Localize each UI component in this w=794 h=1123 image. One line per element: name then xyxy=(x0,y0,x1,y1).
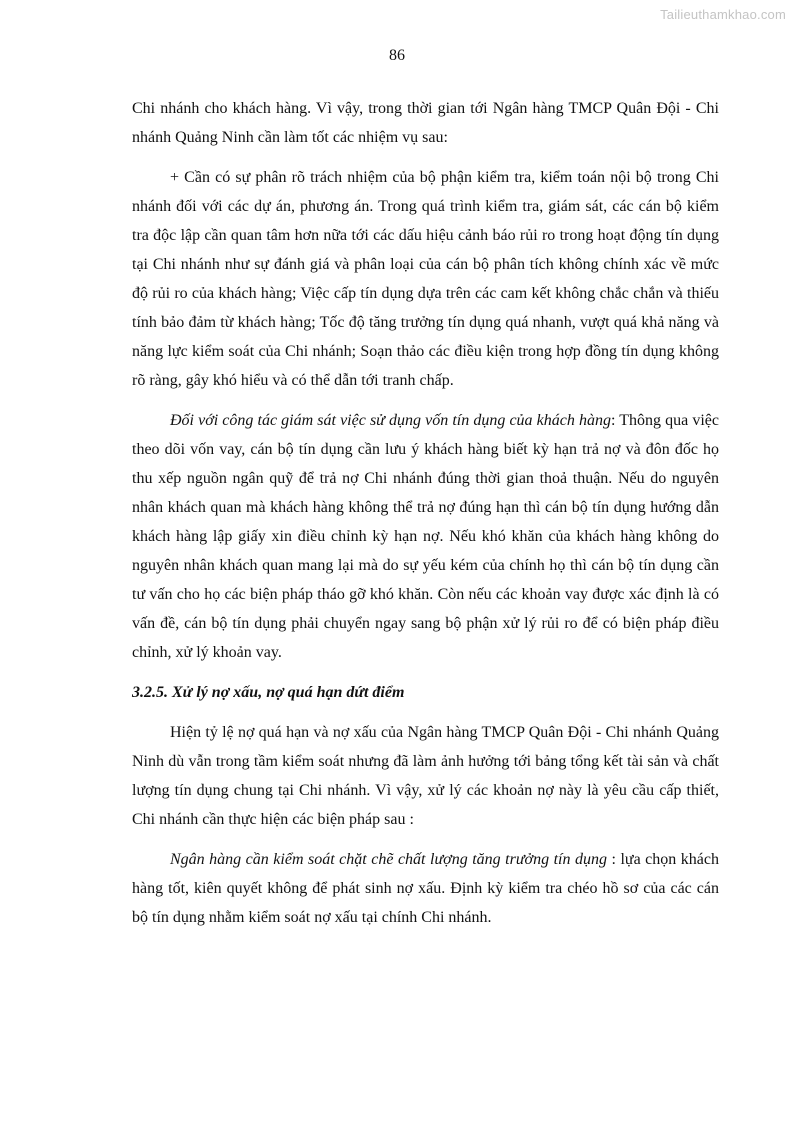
section-heading: 3.2.5. Xử lý nợ xấu, nợ quá hạn dứt điểm xyxy=(132,684,405,701)
paragraph-5-lead: Ngân hàng cần kiểm soát chặt chẽ chất lượng tăng trưởng tín dụng xyxy=(170,851,607,868)
paragraph-3-text: : Thông qua việc theo dõi vốn vay, cán bộ tín dụng cần lưu ý khách hàng biết kỳ hạn trả nợ và đôn đốc họ thu xếp nguồn ngân quỹ để trả nợ Chi nhánh đúng thời gian thoả thuận. Nếu do nguyên nhân khách quan mà khách hàng không thể trả nợ đúng hạn thì cán bộ tín dụng hướng dẫn khách hàng lập giấy xin điều chỉnh kỳ hạn nợ. Nếu khó khăn của khách hàng không do nguyên nhân khách quan mang lại mà do sự yếu kém của chính họ thì cán bộ tín dụng cần tư vấn cho họ các biện pháp tháo gỡ khó khăn. Còn nếu các khoản vay được xác định là có vấn đề, cán bộ tín dụng phải chuyển ngay sang bộ phận xử lý rủi ro để có biện pháp điều chỉnh, xử lý khoản vay. xyxy=(132,412,720,661)
paragraph-4: Hiện tỷ lệ nợ quá hạn và nợ xấu của Ngân hàng TMCP Quân Đội - Chi nhánh Quảng Ninh dù vẫn trong tầm kiểm soát nhưng đã làm ảnh hưởng tới bảng tổng kết tài sản và chất lượng tín dụng chung tại Chi nhánh. Vì vậy, xử lý các khoản nợ này là yêu cầu cấp thiết, Chi nhánh cần thực hiện các biện pháp sau : xyxy=(132,724,719,828)
paragraph-3-lead: Đối với công tác giám sát việc sử dụng vốn tín dụng của khách hàng xyxy=(170,412,611,429)
watermark: Tailieuthamkhao.com xyxy=(660,7,786,22)
paragraph-3 xyxy=(132,406,719,667)
page-number: 86 xyxy=(389,47,405,64)
paragraph-5-text: : lựa chọn khách hàng tốt, kiên quyết không để phát sinh nợ xấu. Định kỳ kiểm tra chéo hồ sơ của các cán bộ tín dụng nhằm kiểm soát nợ xấu tại chính Chi nhánh. xyxy=(132,851,719,926)
document-body xyxy=(132,94,719,943)
paragraph-1: Chi nhánh cho khách hàng. Vì vậy, trong thời gian tới Ngân hàng TMCP Quân Đội - Chi nhánh Quảng Ninh cần làm tốt các nhiệm vụ sau: xyxy=(132,100,719,146)
paragraph-2: + Cần có sự phân rõ trách nhiệm của bộ phận kiểm tra, kiểm toán nội bộ trong Chi nhánh đối với các dự án, phương án. Trong quá trình kiểm tra, giám sát, các cán bộ kiểm tra độc lập cần quan tâm hơn nữa tới các dấu hiệu cảnh báo rủi ro trong hoạt động tín dụng tại Chi nhánh như sự đánh giá và phân loại của cán bộ phân tích không chính xác về mức độ rủi ro của khách hàng; Việc cấp tín dụng dựa trên các cam kết không chắc chắn và thiếu tính bảo đảm từ khách hàng; Tốc độ tăng trưởng tín dụng quá nhanh, vượt quá khả năng và năng lực kiểm soát của Chi nhánh; Soạn thảo các điều kiện trong hợp đồng tín dụng không rõ ràng, gây khó hiểu và có thể dẫn tới tranh chấp. xyxy=(132,169,719,389)
paragraph-5 xyxy=(132,845,719,932)
